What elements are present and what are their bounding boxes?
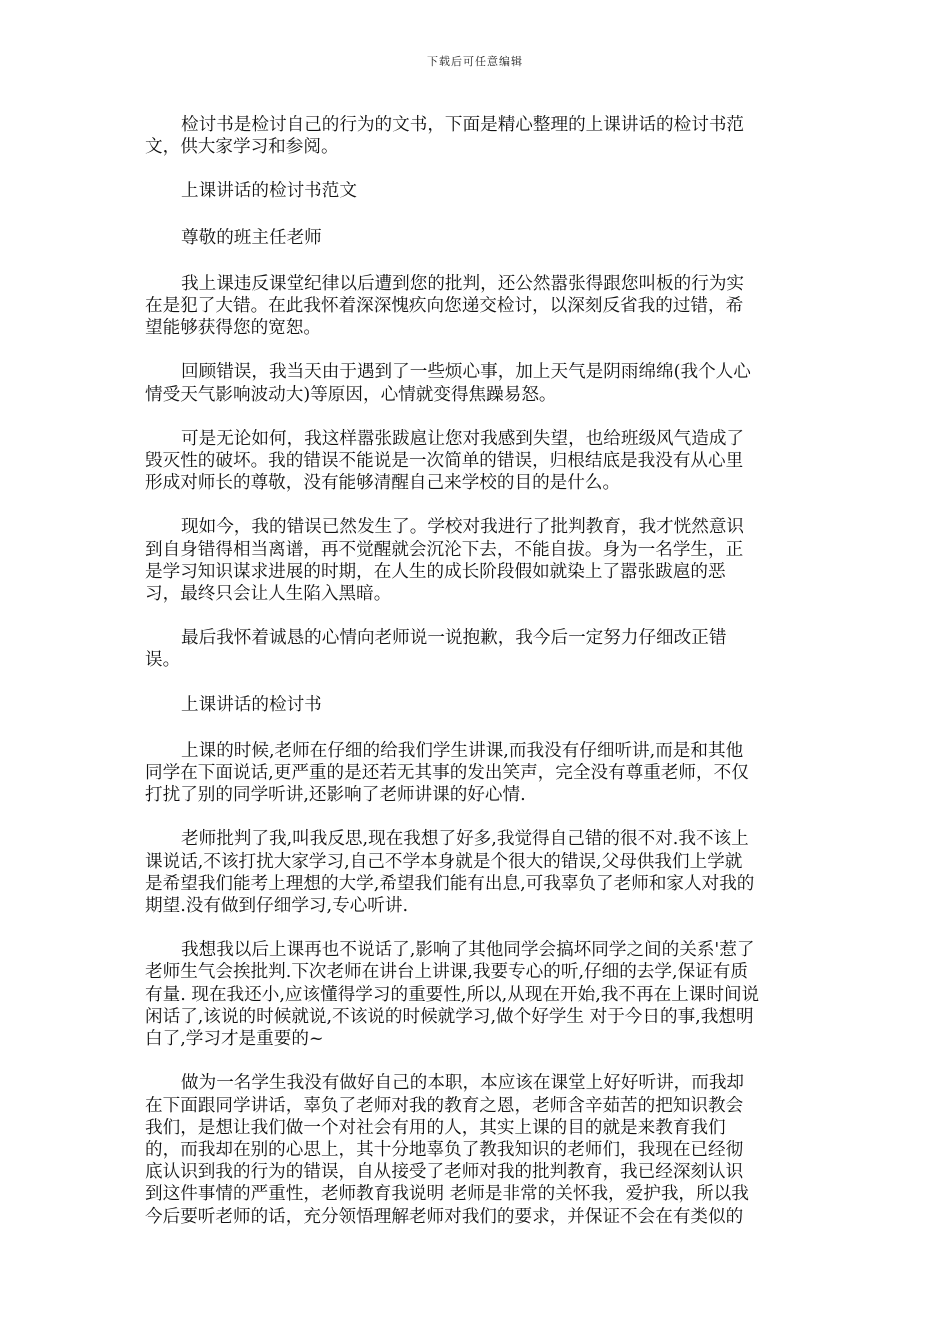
section-title-sample: 上课讲话的检讨书范文: [181, 181, 357, 202]
salutation: 尊敬的班主任老师: [181, 227, 322, 248]
body-paragraph: 可是无论如何，我这样嚣张跋扈让您对我感到失望，也给班级风气造成了 毁灭性的破坏。我的错误不能说是一次简单的错误，归根结底是我没有从心里 形成对师长的尊敬，没有能够清醒自己来学校的目的是什么。: [145, 428, 745, 494]
body-paragraph: 老师批判了我,叫我反思,现在我想了好多,我觉得自己错的很不对.我不该上 课说话,不该打扰大家学习,自己不学本身就是个很大的错误,父母供我们上学就 是希望我们能考上理想的大学,希望我们能有出息,可我辜负了老师和家人对我的 期望.没有做到仔细学习,专心听讲.: [145, 829, 755, 917]
body-paragraph: 最后我怀着诚恳的心情向老师说一说抱歉，我今后一定努力仔细改正错 误。: [145, 628, 727, 671]
section-title: 上课讲话的检讨书: [181, 694, 322, 715]
body-paragraph: 上课的时候,老师在仔细的给我们学生讲课,而我没有仔细听讲,而是和其他 同学在下面说话,更严重的是还若无其事的发出笑声，完全没有尊重老师，不仅 打扰了别的同学听讲,还影响了老师讲课的好心情.: [145, 740, 749, 806]
body-paragraph: 我想我以后上课再也不说话了,影响了其他同学会搞坏同学之间的关系'惹了 老师生气会挨批判.下次老师在讲台上讲课,我要专心的听,仔细的去学,保证有质 有量. 现在我还小,应该懂得学习的重要性,所以,从现在开始,我不再在上课时间说 闲话了,该说的时候就说,不该说的时候就学习,做个好学生 对于今日的事,我想明 白了,学习才是重要的~: [145, 940, 760, 1050]
body-paragraph: 做为一名学生我没有做好自己的本职，本应该在课堂上好好听讲，而我却 在下面跟同学讲话，辜负了老师对我的教育之恩，老师含辛茹苦的把知识教会 我们，是想让我们做一个对社会有用的人，其实上课的目的就是来教育我们 的，而我却在别的心思上，其十分地辜负了教我知识的老师们，我现在已经彻 底认识到我的行为的错误，自从接受了老师对我的批判教育，我已经深刻认识 到这件事情的严重性，老师教育我说明 老师是非常的关怀我，爱护我，所以我 今后要听老师的话，充分领悟理解老师对我们的要求，并保证不会在有类似的: [145, 1073, 749, 1227]
document-body: [145, 114, 805, 1250]
body-paragraph: 回顾错误，我当天由于遇到了一些烦心事，加上天气是阴雨绵绵(我个人心 情受天气影响波动大)等原因，心情就变得焦躁易怒。: [145, 362, 751, 405]
body-paragraph: 现如今，我的错误已然发生了。学校对我进行了批判教育，我才恍然意识 到自身错得相当离谱，再不觉醒就会沉沦下去，不能自拔。身为一名学生，正 是学习知识谋求进展的时期，在人生的成长阶段假如就染上了嚣张跋扈的恶 习，最终只会让人生陷入黑暗。: [145, 517, 745, 605]
page-header: 下载后可任意编辑: [427, 55, 523, 68]
intro-paragraph: 检讨书是检讨自己的行为的文书，下面是精心整理的上课讲话的检讨书范 文，供大家学习和参阅。: [145, 115, 745, 158]
body-paragraph: 我上课违反课堂纪律以后遭到您的批判，还公然嚣张得跟您叫板的行为实 在是犯了大错。在此我怀着深深愧疚向您递交检讨，以深刻反省我的过错，希 望能够获得您的宽恕。: [145, 273, 745, 339]
